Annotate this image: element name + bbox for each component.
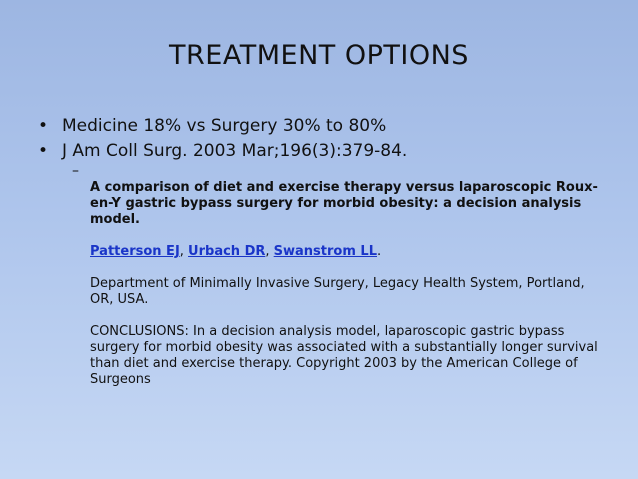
bullet-glyph: • [38,116,49,136]
author-separator: , [179,244,189,259]
slide-title: TREATMENT OPTIONS [169,40,469,71]
article-title: A comparison of diet and exercise therapy versus laparoscopic Roux-en-Y gastric bypass surgery for morbid obesity: a decision analysis model. [90,180,598,227]
authors-end: . [377,244,382,259]
citation-link[interactable] [90,164,602,180]
author-link-urbach[interactable]: Urbach DR [188,244,266,259]
bullet-text: Medicine 18% vs Surgery 30% to 80% [62,116,387,136]
bullet-list [38,114,618,164]
author-separator: , [265,244,274,259]
bullet-item-medicine-vs-surgery [38,114,618,139]
author-list [90,244,602,260]
bullet-text: J Am Coll Surg. 2003 Mar;196(3):379-84. [62,141,408,161]
bullet-item-citation [38,139,618,164]
sub-bullet-dash: – [72,163,79,179]
affiliation: Department of Minimally Invasive Surgery, Legacy Health System, Portland, OR, USA. [90,276,585,307]
author-link-patterson[interactable]: Patterson EJ [90,244,180,259]
conclusions: CONCLUSIONS: In a decision analysis model, laparoscopic gastric bypass surgery for morbid obesity was associated with a substantially longer survival than diet and exercise therapy. Copyright 2003 by the American College of Surgeons [90,324,598,387]
author-link-swanstrom[interactable]: Swanstrom LL [273,244,377,259]
bullet-glyph: • [38,141,49,161]
citation-body [90,164,602,388]
